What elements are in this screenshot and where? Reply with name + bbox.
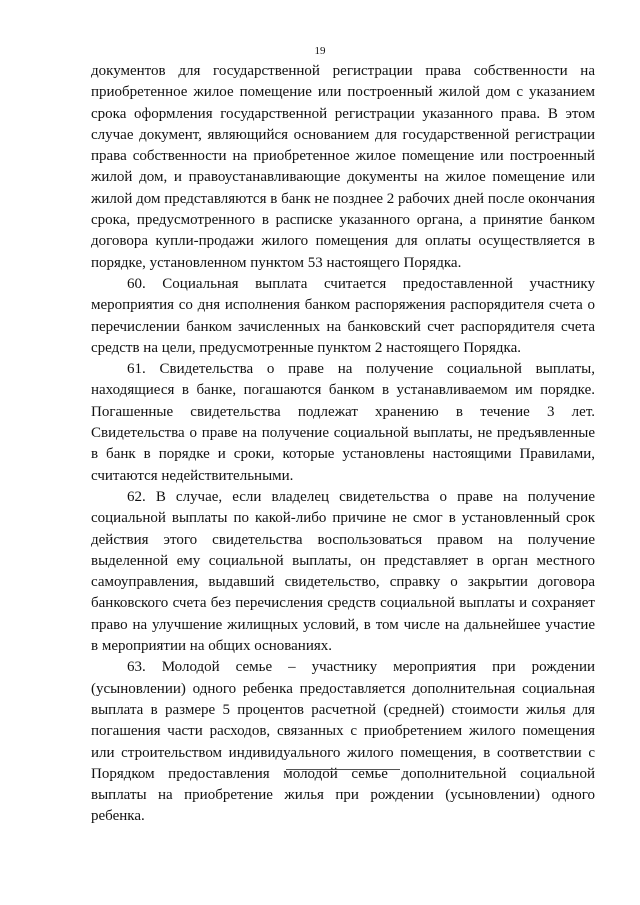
page-number: 19 [314,45,326,57]
paragraph-60: 60. Социальная выплата считается предоставленной участнику мероприятия со дня исполнения банком распоряжения распорядителя счета о перечислении банком зачисленных на банковский счет распорядителя счета средств на цели, предусмотренные пунктом 2 настоящего Порядка. [91,275,595,356]
paragraph-61: 61. Свидетельства о праве на получение социальной выплаты, находящиеся в банке, погашаются банком в устанавливаемом им порядке. Погашенные свидетельства подлежат хранению в течение 3 лет. Свидетельства о праве на получение социальной выплаты, не предъявленные в банк в порядке и сроки, которые установлены настоящими Правилами, считаются недействительными. [91,361,595,484]
paragraph-62: 62. В случае, если владелец свидетельства о праве на получение социальной выплаты по какой-либо причине не смог в установленный срок действия этого свидетельства воспользоваться правом на получение выделенной ему социальной выплаты, он представляет в орган местного самоуправления, выдавший свидетельство, справку о закрытии договора банковского счета без перечисления средств социальной выплаты и сохраняет право на улучшение жилищных условий, в том числе на дальнейшее участие в мероприятии на общих основаниях. [91,488,595,655]
paragraph-continuation: документов для государственной регистрации права собственности на приобретенное жилое помещение или построенный жилой дом с указанием срока оформления государственной регистрации указанного права. В этом случае документ, являющийся основанием для государственной регистрации права собственности на приобретенное жилое помещение или построенный жилой дом, и правоустанавливающие документы на жилое помещение или жилой дом представляются в банк не позднее 2 рабочих дней после окончания срока, предусмотренного в расписке указанного органа, а принятие банком договора купли-продажи жилого помещения для оплаты осуществляется в порядке, установленном пунктом 53 настоящего Порядка. [91,63,595,271]
paragraph-63: 63. Молодой семье – участнику мероприятия при рождении (усыновлении) одного ребенка предоставляется дополнительная социальная выплата в размере 5 процентов расчетной (средней) стоимости жилья для погашения части расходов, связанных с приобретением жилого помещения или строительством индивидуального жилого помещения, в соответствии с Порядком предоставления молодой семье дополнительной социальной выплаты на приобретение жилья при рождении (усыновлении) одного ребенка. [91,659,595,825]
document-body [91,61,595,828]
end-separator-line [286,769,400,770]
